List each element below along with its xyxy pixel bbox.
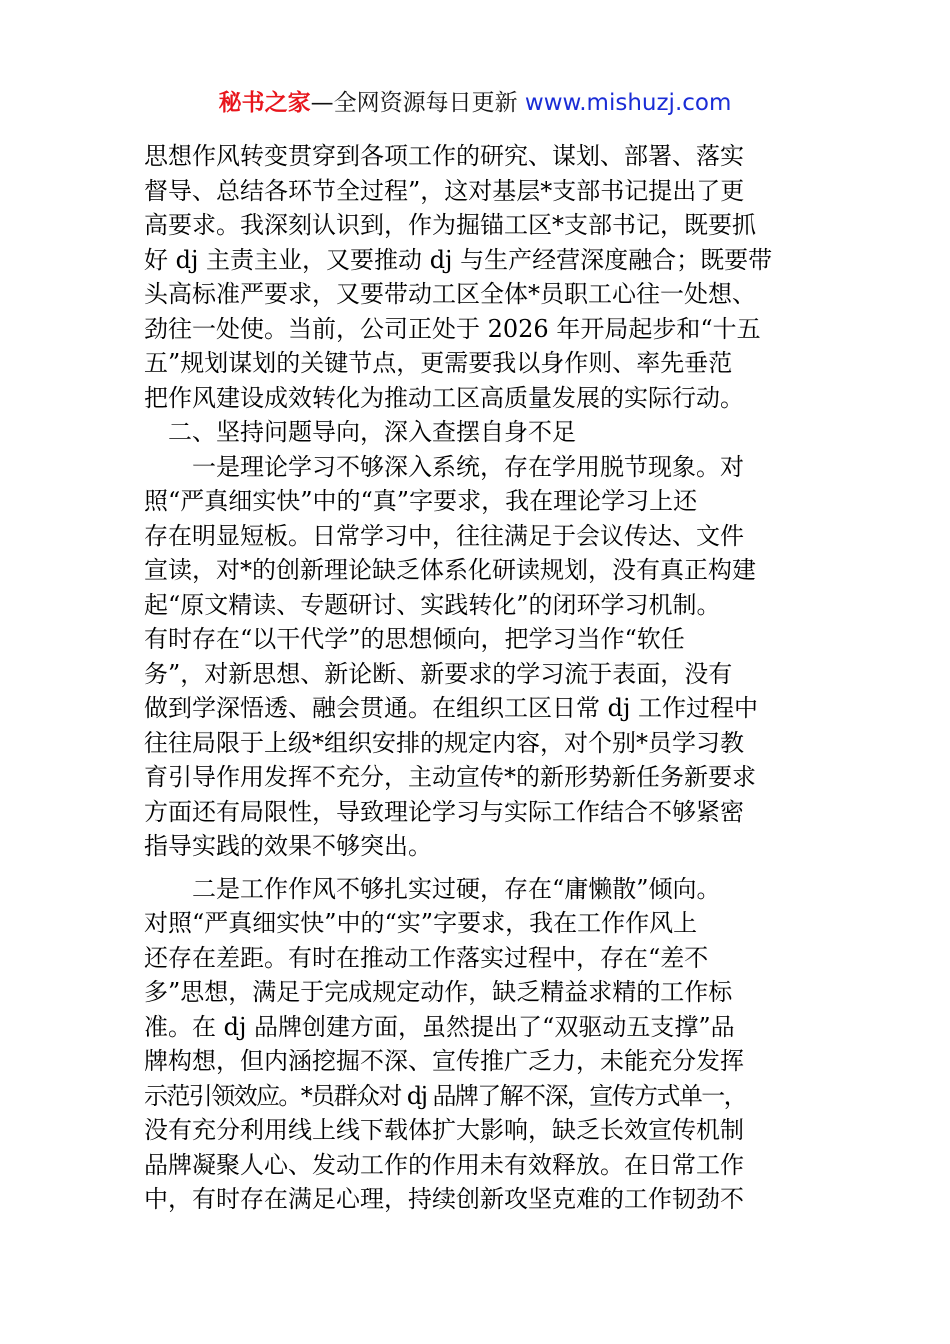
text-line: 把作风建设成效转化为推动工区高质量发展的实际行动。 bbox=[144, 383, 744, 412]
text-line: 高要求。我深刻认识到，作为掘锚工区*支部书记，既要抓 bbox=[144, 211, 756, 239]
text-line: 多”思想，满足于完成规定动作，缺乏精益求精的工作标 bbox=[144, 978, 733, 1006]
site-url-link[interactable]: www.mishuzj.com bbox=[524, 90, 732, 116]
paragraph-gap bbox=[144, 864, 816, 872]
text-line: 没有充分利用线上线下载体扩大影响，缺乏长效宣传机制 bbox=[144, 1116, 744, 1144]
text-line: 宣读，对*的创新理论缺乏体系化研读规划，没有真正构建 bbox=[144, 556, 756, 584]
site-brand: 秘书之家 bbox=[218, 90, 311, 116]
text-line: 往往局限于上级*组织安排的规定内容，对个别*员学习教 bbox=[144, 728, 744, 757]
text-line: 做到学深悟透、融会贯通。在组织工区日常 dj 工作过程中 bbox=[144, 694, 759, 722]
text-line: 还存在差距。有时在推动工作落实过程中，存在“差不 bbox=[144, 943, 709, 972]
paragraph-first-line: 一是理论学习不够深入系统，存在学用脱节现象。对 bbox=[192, 452, 744, 481]
text-line: 中，有时存在满足心理，持续创新攻坚克难的工作韧劲不 bbox=[144, 1185, 744, 1213]
text-line: 务”，对新思想、新论断、新要求的学习流于表面，没有 bbox=[144, 659, 733, 688]
text-line: 好 dj 主责主业，又要推动 dj 与生产经营深度融合；既要带 bbox=[144, 245, 773, 274]
text-line: 指导实践的效果不够突出。 bbox=[144, 832, 432, 860]
text-line: 头高标准严要求，又要带动工区全体*员职工心往一处想、 bbox=[144, 280, 756, 308]
text-line: 劲往一处使。当前，公司正处于 2026 年开局起步和“十五 bbox=[144, 314, 761, 343]
text-line: 起“原文精读、专题研讨、实践转化”的闭环学习机制。 bbox=[144, 590, 721, 619]
site-tagline: —全网资源每日更新 bbox=[310, 90, 525, 116]
text-line: 对照“严真细实快”中的“实”字要求，我在工作作风上 bbox=[144, 909, 698, 937]
text-line: 品牌凝聚人心、发动工作的作用未有效释放。在日常工作 bbox=[144, 1150, 744, 1179]
paragraph-first-line: 二是工作作风不够扎实过硬，存在“庸懒散”倾向。 bbox=[192, 874, 721, 903]
text-line: 示范引领效应。*员群众对 dj 品牌了解不深，宣传方式单一， bbox=[144, 1081, 747, 1110]
text-line: 准。在 dj 品牌创建方面，虽然提出了“双驱动五支撑”品 bbox=[144, 1012, 735, 1041]
text-line: 存在明显短板。日常学习中，往往满足于会议传达、文件 bbox=[144, 521, 744, 550]
site-header bbox=[0, 86, 950, 120]
text-line: 五”规划谋划的关键节点，更需要我以身作则、率先垂范 bbox=[144, 349, 733, 377]
text-line: 思想作风转变贯穿到各项工作的研究、谋划、部署、落实 bbox=[144, 142, 744, 170]
section-heading: 二、坚持问题导向，深入查摆自身不足 bbox=[168, 418, 576, 446]
text-line: 照“严真细实快”中的“真”字要求，我在理论学习上还 bbox=[144, 487, 698, 515]
document-body bbox=[144, 139, 816, 1217]
text-line: 督导、总结各环节全过程”，这对基层*支部书记提出了更 bbox=[144, 176, 745, 205]
text-line: 育引导作用发挥不充分，主动宣传*的新形势新任务新要求 bbox=[144, 763, 756, 791]
text-line: 有时存在“以干代学”的思想倾向，把学习当作“软任 bbox=[144, 625, 685, 653]
text-line: 牌构想，但内涵挖掘不深、宣传推广乏力，未能充分发挥 bbox=[144, 1047, 744, 1075]
text-line: 方面还有局限性，导致理论学习与实际工作结合不够紧密 bbox=[144, 797, 744, 826]
